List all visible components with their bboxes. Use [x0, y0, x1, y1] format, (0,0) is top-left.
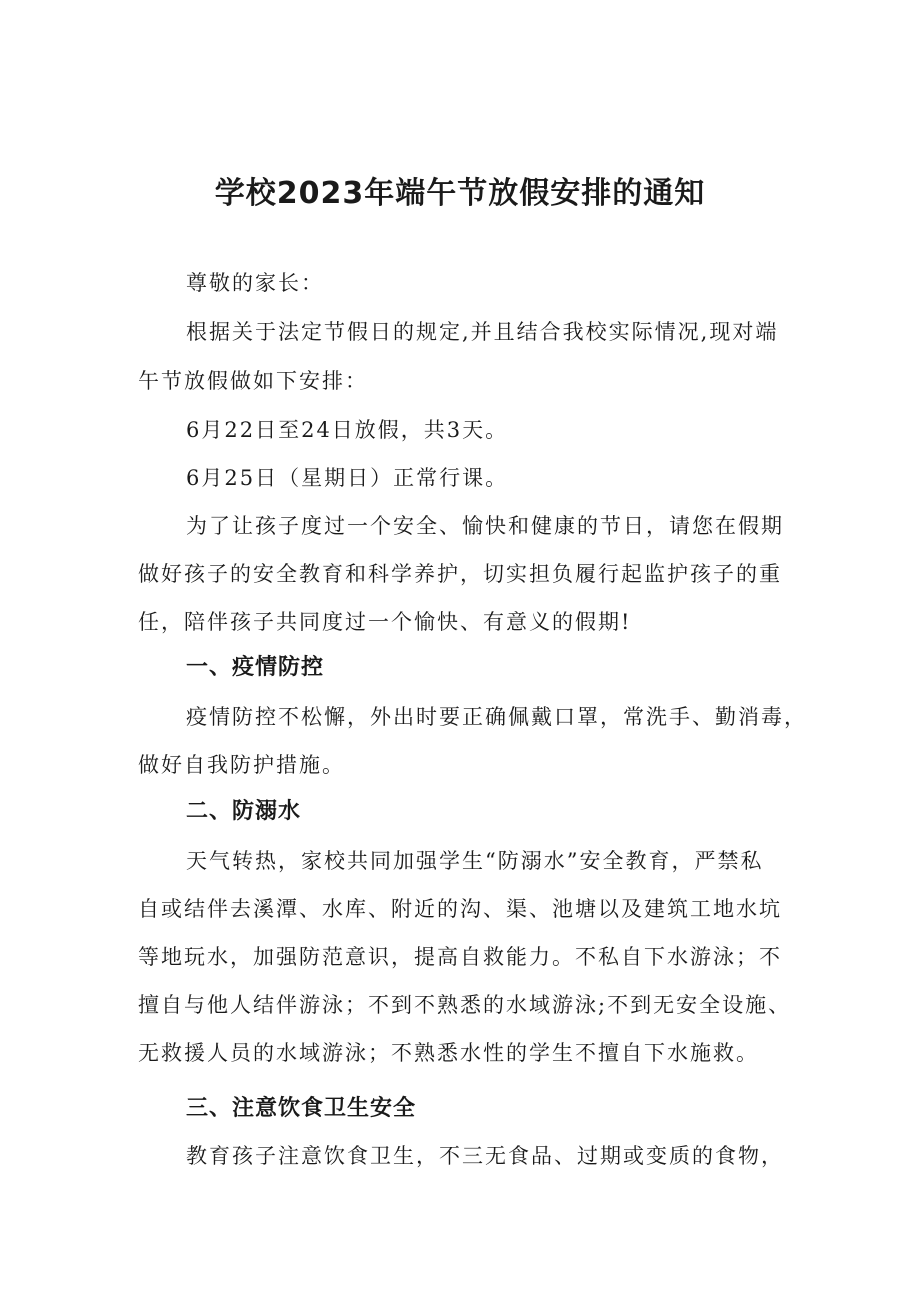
section-drowning-line-2: 自或结伴去溪潭、水库、附近的沟、渠、池塘以及建筑工地水坑: [138, 897, 782, 921]
intro-line-1: 根据关于法定节假日的规定,并且结合我校实际情况,现对端: [186, 320, 779, 344]
schedule-line-1: 6月22日至24日放假，共3天。: [186, 418, 509, 442]
section-epidemic-line-2: 做好自我防护措施。: [138, 753, 345, 777]
section-heading-epidemic: 一、疫情防控: [186, 655, 325, 680]
section-food-line-1: 教育孩子注意饮食卫生，不三无食品、过期或变质的食物，: [186, 1144, 784, 1168]
section-epidemic-line-1: 疫情防控不松懈，外出时要正确佩戴口罩，常洗手、勤消毒，: [186, 705, 807, 729]
appeal-line-3: 任，陪伴孩子共同度过一个愉快、有意义的假期!: [138, 610, 632, 634]
section-drowning-line-3: 等地玩水，加强防范意识，提高自救能力。不私自下水游泳；不: [138, 945, 782, 969]
section-drowning-line-5: 无救援人员的水域游泳；不熟悉水性的学生不擅自下水施救。: [138, 1041, 759, 1065]
section-heading-drowning: 二、防溺水: [186, 799, 302, 824]
section-heading-food: 三、注意饮食卫生安全: [186, 1096, 417, 1121]
greeting: 尊敬的家长：: [186, 271, 324, 295]
section-drowning-line-4: 擅自与他人结伴游泳；不到不熟悉的水域游泳;不到无安全设施、: [138, 993, 792, 1017]
schedule-line-2: 6月25日（星期日）正常行课。: [186, 466, 509, 490]
document-title: 学校2023年端午节放假安排的通知: [214, 176, 706, 211]
appeal-line-1: 为了让孩子度过一个安全、愉快和健康的节日，请您在假期: [186, 514, 784, 538]
appeal-line-2: 做好孩子的安全教育和科学养护，切实担负履行起监护孩子的重: [138, 562, 782, 586]
section-drowning-line-1: 天气转热，家校共同加强学生“防溺水”安全教育，严禁私: [186, 849, 764, 873]
intro-line-2: 午节放假做如下安排：: [138, 369, 368, 393]
